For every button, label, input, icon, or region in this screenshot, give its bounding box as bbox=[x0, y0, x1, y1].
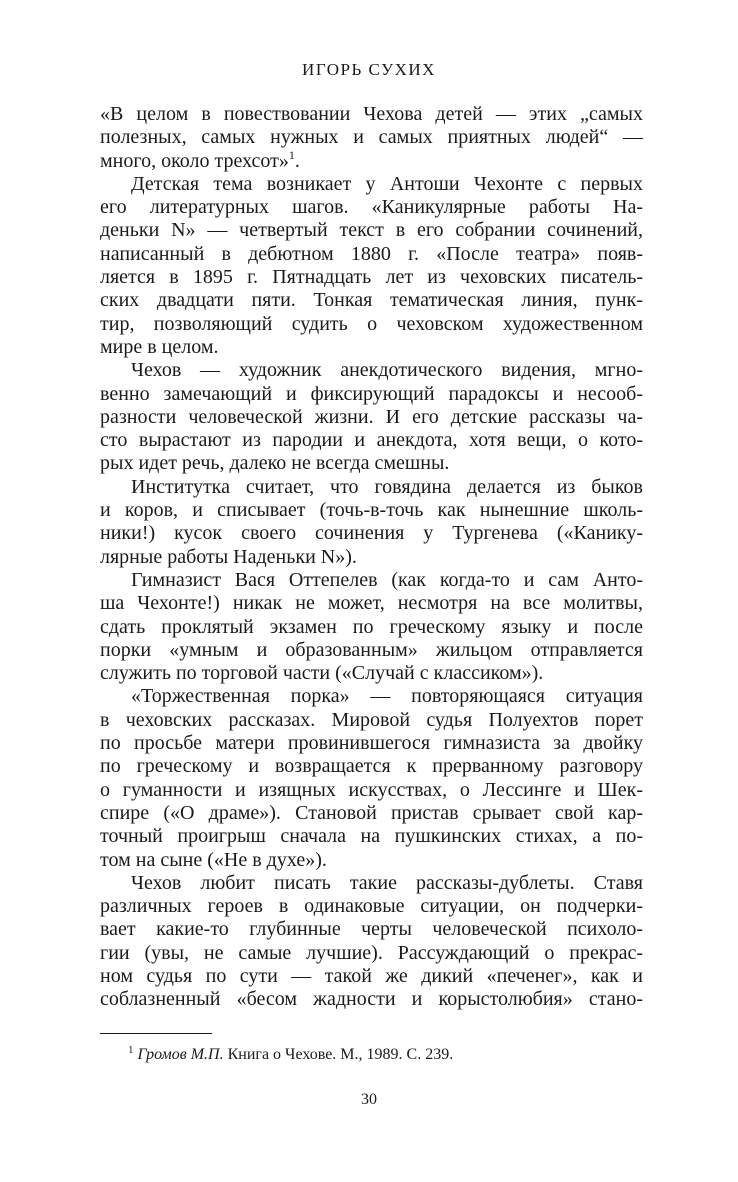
footnote-author: Громов М.П. bbox=[137, 1046, 224, 1063]
text-line: Чехов любит писать такие рассказы-дублеты. Ставя bbox=[131, 871, 643, 894]
text-line: тир, позволяющий судить о чеховском художественном bbox=[100, 312, 643, 335]
paragraph bbox=[100, 872, 643, 1012]
text-line: «В целом в повествовании Чехова детей — этих „самых bbox=[100, 103, 643, 125]
paragraph bbox=[100, 103, 643, 173]
running-head: ИГОРЬ СУХИХ bbox=[302, 60, 436, 79]
paragraph bbox=[100, 173, 643, 359]
page-number: 30 bbox=[361, 1091, 377, 1108]
text-line: порки «умным и образованным» жильцом отправляется bbox=[100, 638, 643, 661]
text-line: вает какие-то глубинные черты человеческой психоло- bbox=[100, 918, 643, 941]
text-line: соблазненный «бесом жадности и корыстолюбия» стано- bbox=[100, 988, 643, 1011]
text-line: лярные работы Наденьки N»). bbox=[100, 545, 357, 568]
paragraph bbox=[100, 359, 643, 475]
text-line: спире («О драме»). Становой пристав срывает свой кар- bbox=[100, 801, 643, 824]
text-line: Институтка считает, что говядина делается из быков bbox=[131, 475, 643, 498]
text-line: Гимназист Вася Оттепелев (как когда-то и сам Анто- bbox=[131, 568, 643, 591]
footnote-text: Книга о Чехове. М., 1989. С. 239. bbox=[227, 1046, 454, 1063]
body-text bbox=[100, 103, 643, 1012]
footnote-divider bbox=[100, 1033, 212, 1034]
text-line: ляется в 1895 г. Пятнадцать лет из чеховских писатель- bbox=[100, 266, 643, 289]
text-line: разности человеческой жизни. И его детские рассказы ча- bbox=[100, 405, 643, 428]
text-fragment: много, около трехсот» bbox=[100, 149, 289, 172]
text-line bbox=[100, 147, 643, 173]
text-line: служить по торговой части («Случай с классиком»). bbox=[100, 662, 544, 685]
text-line: ских двадцати пяти. Тонкая тематическая линия, пунк- bbox=[100, 289, 643, 312]
text-line: деньки N» — четвертый текст в его собрании сочинений, bbox=[100, 219, 643, 242]
text-line: «Торжественная порка» — повторяющаяся ситуация bbox=[131, 685, 643, 708]
text-line: точный проигрыш сначала на пушкинских стихах, а по- bbox=[100, 825, 643, 848]
text-line: том на сыне («Не в духе»). bbox=[100, 848, 327, 871]
text-line: сто вырастают из пародии и анекдота, хотя вещи, о кото- bbox=[100, 429, 643, 452]
text-line: ном судья по сути — такой же дикий «печенег», как и bbox=[100, 964, 643, 987]
paragraph bbox=[100, 685, 643, 871]
paragraph bbox=[100, 476, 643, 569]
text-line: полезных, самых нужных и самых приятных людей“ — bbox=[100, 126, 643, 149]
text-line: Чехов — художник анекдотического видения, мгно- bbox=[131, 359, 643, 382]
text-line: о гуманности и изящных искусствах, о Лессинге и Шек- bbox=[100, 778, 643, 801]
text-line: написанный в дебютном 1880 г. «После театра» появ- bbox=[100, 242, 643, 265]
text-line: в чеховских рассказах. Мировой судья Полуехтов порет bbox=[100, 708, 643, 731]
text-line: гии (увы, не самые лучшие). Рассуждающий о прекрас- bbox=[100, 941, 643, 964]
text-line: Детская тема возникает у Антоши Чехонте с первых bbox=[131, 172, 643, 195]
text-line: рых идет речь, далеко не всегда смешны. bbox=[100, 452, 450, 475]
text-line: различных героев в одинаковые ситуации, он подчерки- bbox=[100, 895, 643, 918]
text-line: сдать проклятый экзамен по греческому языку и после bbox=[100, 615, 643, 638]
footnote-ref: 1 bbox=[288, 147, 295, 162]
paragraph bbox=[100, 569, 643, 685]
text-line: его литературных шагов. «Каникулярные работы На- bbox=[100, 196, 643, 219]
text-line: ники!) кусок своего сочинения у Тургенева («Канику- bbox=[100, 522, 643, 545]
footnote-number: 1 bbox=[128, 1044, 134, 1056]
text-line: ша Чехонте!) никак не может, несмотря на все молитвы, bbox=[100, 592, 643, 615]
text-line: мире в целом. bbox=[100, 335, 219, 358]
text-line: венно замечающий и фиксирующий парадоксы и несооб- bbox=[100, 382, 643, 405]
text-line: по просьбе матери провинившегося гимназиста за двойку bbox=[100, 732, 643, 755]
text-line: и коров, и списывает (точь-в-точь как нынешние школь- bbox=[100, 499, 643, 522]
text-line: по греческому и возвращается к прерванному разговору bbox=[100, 755, 643, 778]
footnote bbox=[128, 1046, 453, 1064]
text-fragment: . bbox=[294, 149, 300, 172]
